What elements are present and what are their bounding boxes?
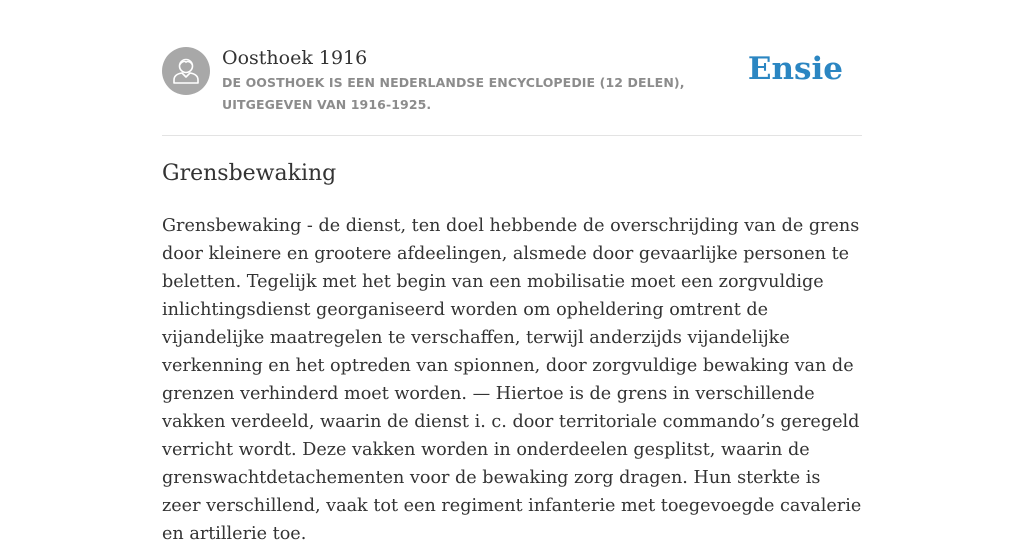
source-title[interactable]: Oosthoek 1916	[222, 47, 368, 69]
source-header	[162, 44, 862, 136]
source-description: DE OOSTHOEK IS EEN NEDERLANDSE ENCYCLOPEDIE (12 DELEN), UITGEGEVEN VAN 1916-1925.	[222, 75, 685, 112]
article-title: Grensbewaking	[162, 161, 337, 186]
user-placeholder-icon	[162, 47, 210, 95]
brand-logo[interactable]: Ensie	[747, 51, 843, 87]
article-body: Grensbewaking - de dienst, ten doel hebbende de overschrijding van de grens door kleinere en grootere afdeelingen, alsmede door gevaarlijke personen te beletten. Tegelijk met het begin van een mobilisatie moet een zorgvuldige inlichtingsdienst georganiseerd worden om opheldering omtrent de vijandelijke maatregelen te verschaffen, terwijl anderzijds vijandelijke verkenning en het optreden van spionnen, door zorgvuldige bewaking van de grenzen verhinderd moet worden. — Hiertoe is de grens in verschillende vakken verdeeld, waarin de dienst i. c. door territoriale commando’s geregeld verricht wordt. Deze vakken worden in onderdeelen gesplitst, waarin de grenswachtdetachementen voor de bewaking zorg dragen. Hun sterkte is zeer verschillend, vaak tot een regiment infanterie met toegevoegde cavalerie en artillerie toe.	[162, 216, 862, 544]
avatar[interactable]	[162, 47, 210, 95]
